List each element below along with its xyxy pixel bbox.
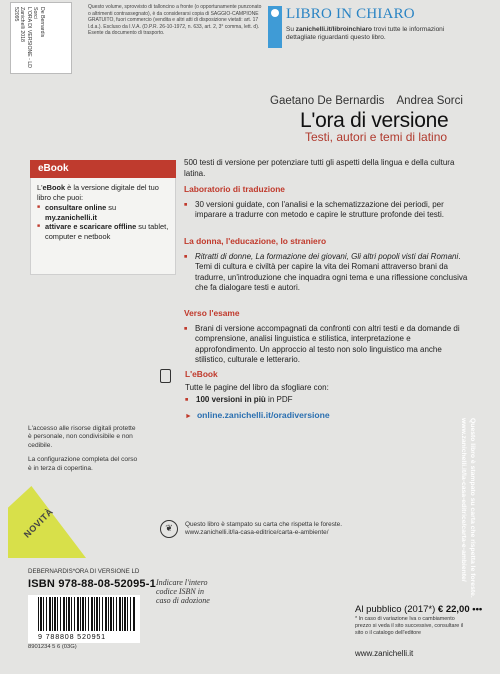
legal-notice: Questo volume, sprovvisto di talloncino a fronte (o opportunamente punzonato o altrimenti contrassegnato), è da considerarsi copia di SAGGIO-CAMPIONE GRATUITO, fuori commercio (vendita e altri atti di disposizione vietati: art. 17 l.d.a.). Escluso da I.V.A. (D.P.R. 26-10-1972, n. 633, art. 2, 3° comma, lett. d). Esente da documento di trasporto.: [88, 4, 262, 37]
barcode-number: 9 788808 520951: [38, 632, 106, 641]
eco-notice: Questo libro è stampato su carta che rispetta le foreste. www.zanichelli.it/la-casa-editrice/carta-e-ambiente/: [185, 521, 343, 537]
libro-in-chiaro-title: LIBRO IN CHIARO: [286, 6, 415, 22]
book-subtitle: Testi, autori e temi di latino: [305, 130, 448, 144]
ebook-box-item: ■ attivare e scaricare offline su tablet, computer e netbook: [37, 222, 169, 241]
author: Andrea Sorci: [396, 95, 463, 107]
ebook-box: [30, 178, 176, 275]
ebook-section-bullet: ■ 100 versioni in più in PDF: [185, 395, 292, 406]
novita-sticker: [8, 486, 86, 558]
libro-in-chiaro-text: Su zanichelli.it/libroinchiaro trovi tutte le informazioni dettagliate riguardanti questo libro.: [286, 26, 445, 41]
barcode: [28, 595, 140, 643]
book-title: L'ora di versione: [300, 109, 449, 132]
isbn: ISBN 978-88-08-52095-1: [28, 578, 156, 590]
ebook-box-intro: L'eBook è la versione digitale del tuo libro che puoi:: [37, 183, 159, 202]
oradiversione-link[interactable]: ► online.zanichelli.it/oradiversione: [185, 410, 330, 423]
libro-in-chiaro-link[interactable]: zanichelli.it/libroinchiaro: [295, 26, 372, 33]
price-label: Al pubblico (2017*): [355, 604, 436, 615]
novita-label: NOVITÀ: [21, 506, 56, 540]
section-esame: [184, 308, 474, 366]
section-heading: Laboratorio di traduzione: [184, 184, 285, 194]
barcode-subcode: 8901234 5 6 (03G): [28, 644, 77, 650]
side-band-text: Questo libro è stampato su carta che rispetta le foreste. www.zanichelli.it/la-casa-editrice/carta-e-ambiente/: [460, 418, 476, 598]
section-laboratorio: [184, 184, 474, 221]
access-note: La configurazione completa del corso è in terza di copertina.: [28, 456, 138, 472]
access-note: L'accesso alle risorse digitali protette è personale, non condivisibile e non cedibile.: [28, 425, 136, 449]
section-heading: La donna, l'educazione, lo straniero: [184, 236, 327, 246]
price: [355, 604, 482, 615]
archive-label: [10, 2, 72, 74]
barcode-bars: [38, 597, 136, 631]
publisher-url[interactable]: www.zanichelli.it: [355, 649, 414, 658]
product-code: DEBERNARDIS*ORA DI VERSIONE LD: [28, 568, 140, 575]
section-heading: Verso l'esame: [184, 308, 240, 318]
section-donna: [184, 236, 474, 294]
section-bullet: ■ 30 versioni guidate, con l'analisi e la schematizzazione dei periodi, per imparare a tradurre con metodo e capire le strutture profonde dei testi.: [184, 200, 474, 221]
price-note: * In caso di variazione Iva o cambiamento prezzo si veda il sito successive, consultare il sito o il catalogo dell'editore: [355, 616, 464, 636]
authors: [270, 95, 463, 107]
isbn-note: Indicare l'intero codice ISBN in caso di adozione: [156, 578, 210, 605]
archive-label-text: De Bernardis Sorci L'ORA DI VERSIONE - LD Zanichelli 2018 52095: [13, 7, 45, 68]
tablet-icon: [160, 369, 171, 383]
access-notes: [28, 425, 140, 473]
author: Gaetano De Bernardis: [270, 95, 385, 107]
ebook-box-header: eBook: [30, 160, 176, 178]
ebook-box-item: ■ consultare online su my.zanichelli.it: [37, 203, 169, 222]
intro-text: 500 testi di versione per potenziare tutti gli aspetti della lingua e della cultura latina.: [184, 158, 455, 178]
libro-in-chiaro-icon: [268, 6, 282, 48]
ebook-section-heading: L'eBook: [185, 369, 218, 379]
leaf-icon: ❦: [160, 520, 178, 538]
ebook-section-text: Tutte le pagine del libro da sfogliare con:: [185, 383, 329, 392]
section-bullet: ■ Ritratti di donne, La formazione dei giovani, Gli altri popoli visti dai Romani. Temi di cultura e civiltà per capire la vita dei Romani attraverso brani da tradurre, un'introduzione che inquadra ogni tema e una riflessione conclusiva che fa dialogare testi e autori.: [184, 252, 474, 294]
price-value: € 22,00 •••: [437, 604, 483, 615]
section-bullet: ■ Brani di versione accompagnati da confronti con altri testi e da domande di comprensione, analisi linguistica e stilistica, interpretazione e approfondimento. Un approccio al testo non solo linguistico ma anche stilistico, culturale e letterario.: [184, 324, 474, 366]
